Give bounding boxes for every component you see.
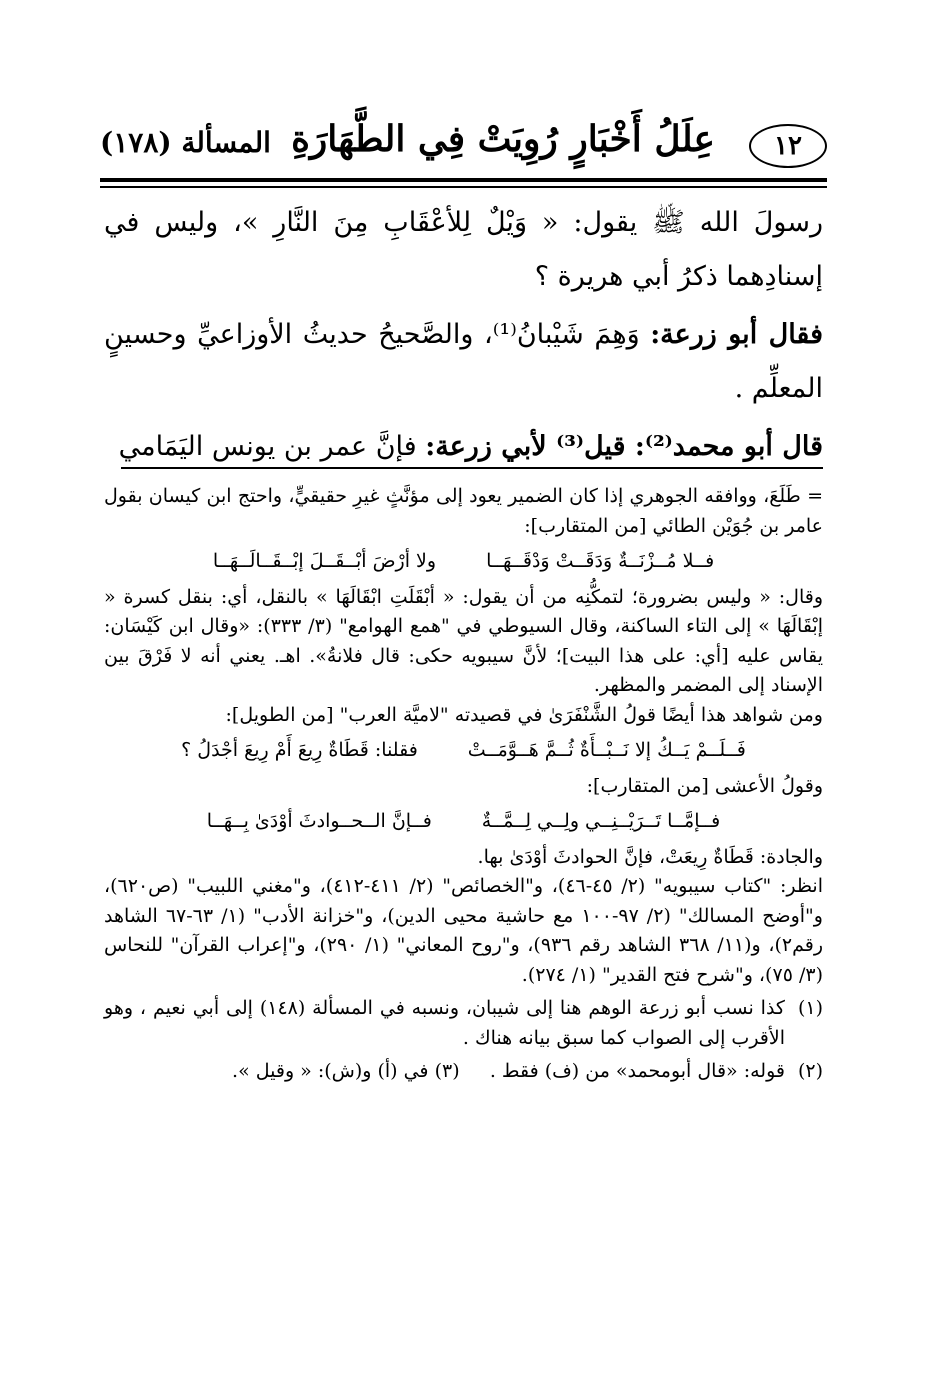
note-references: انظر: "كتاب سيبويه" (٢/ ٤٥-٤٦)، و"الخصائص" (٢/ ٤١١-٤١٢)، و"مغني اللبيب" (ص٦٢٠)، و"أوضح المسالك" (٢/ ٩٧-١٠٠ مع حاشية محيى الدين)، و"خزانة الأدب" (١/ ٦٣-٦٧ الشاهد رقم٢)، و(١١/ ٣٦٨ الشاهد رقم ٩٣٦)، و"روح المعاني" (١/ ٢٩٠)، و"إعراب القرآن" للنحاس (٣/ ٧٥)، و"شرح فتح القدير" (١/ ٢٧٤). (104, 875, 823, 986)
verse-2 (104, 736, 823, 766)
verse-3-first-hemistich: فــإمَّــا تَــرَيْــنِــي ولِــي لِــمَّــةٌ (481, 810, 721, 832)
footnote-3-text: في (أ) و(ش): « وقيل ». (232, 1060, 429, 1082)
note-paragraph-3: ومن شواهد هذا أيضًا قولُ الشَّنْفَرَىٰ في قصيدته "لاميَّة العرب" [من الطويل]: (225, 703, 823, 726)
footnote-3-number: (٣) (434, 1060, 460, 1082)
paragraph-3-text: فإنَّ عمر بن يونس اليَمَامي (118, 431, 426, 462)
question-marker: : قيل⁽³⁾ لأبي زرعة: (425, 431, 645, 462)
verse-3-second-hemistich: فــإنَّ الــحــوادثَ أوْدَىٰ بِــهَــا (206, 810, 432, 832)
speaker-abu-zurah: فقال أبو زرعة: (650, 319, 823, 350)
footnote-1-number: (١) (797, 997, 823, 1019)
note-paragraph-5: والجادة: قَطَاةٌ رِيعَتْ، فإنَّ الحوادثَ أوْدَىٰ بها. (477, 845, 823, 868)
verse-1-second-hemistich: ولا أرْضَ أبْــقَــلَ إبْــقَــالَــهَــا (212, 550, 437, 572)
paragraph-2-text: وَهِمَ شَيْبانُ⁽¹⁾، والصَّحيحُ حديثُ الأوزاعيِّ وحسينٍ المعلِّم . (104, 319, 823, 404)
book-title: عِلَلُ أَخْبَارٍ رُوِيَتْ فِي الطَّهَارَةِ (291, 118, 715, 160)
note-paragraph-2: وقال: « وليس بضرورة؛ لتمكُّنِه من أن يقول: « أبْقَلَتِ ابْقَالَهَا » بالنقل، أي: بنقل كسرة « إبْقَالَهَا » إلى التاء الساكنة، وقال السيوطي في "همع الهوامع" (٣/ ٣٣٣): «وقال ابن كَيْسَان: يقاس عليه [أي: على هذا البيت]؛ لأنَّ سيبويه حكى: قال فلانةُ». اهـ. يعني أنه لا فَرْقَ بين الإسناد إلى المضمر والمظهر. (104, 585, 823, 696)
main-text (104, 196, 823, 478)
page-number: ١٢ (749, 124, 827, 168)
verse-3 (104, 807, 823, 837)
speaker-abu-muhammad: قال أبو محمد⁽²⁾ (644, 431, 823, 462)
footnote-separator (121, 467, 823, 469)
header-rule-thick (100, 178, 827, 182)
footnote-1 (104, 994, 823, 1053)
paragraph-1: رسولَ الله ﷺ يقول: « وَيْلٌ لِلأعْقَابِ مِنَ النَّارِ »، وليس في إسنادِهما ذكرُ أبي هريرة ؟ (104, 207, 823, 292)
page-header (100, 118, 827, 170)
paragraph-2 (104, 308, 823, 416)
footnote-2-3 (104, 1057, 823, 1087)
verse-1 (104, 547, 823, 577)
question-label: المسألة (١٧٨) (100, 126, 271, 159)
footnotes (104, 482, 823, 1087)
paragraph-3 (104, 420, 823, 474)
note-paragraph-4: وقولُ الأعشى [من المتقارب]: (586, 774, 823, 797)
note-continuation: = طَلَعَ، ووافقه الجوهري إذا كان الضمير يعود إلى مؤنَّثٍ غيرِ حقيقيٍّ، واحتج ابن كيسان بقول عامر بن جُوَيْن الطائي [من المتقارب]: (104, 485, 823, 537)
verse-2-first-hemistich: فَــلَــمْ يَــكُ إلا نَــبْــأَةٌ ثُــمَّ هَــوَّمَــتْ (467, 739, 746, 761)
header-rule-thin (100, 186, 827, 188)
footnote-1-text: كذا نسب أبو زرعة الوهم هنا إلى شيبان، ونسبه في المسألة (١٤٨) إلى أبي نعيم ، وهو الأقرب إلى الصواب كما سبق بيانه هناك . (104, 997, 785, 1049)
verse-2-second-hemistich: فقلنا: قَطَاةٌ رِيعَ أَمْ رِيعَ أجْدَلُ ؟ (181, 739, 418, 761)
verse-1-first-hemistich: فــلا مُــزْنَــةٌ وَدَقَــتْ وَدْقَــهَــا (486, 550, 715, 572)
footnote-2-number: (٢) (797, 1060, 823, 1082)
footnote-2-text: قوله: «قال أبومحمد» من (ف) فقط . (489, 1060, 785, 1082)
